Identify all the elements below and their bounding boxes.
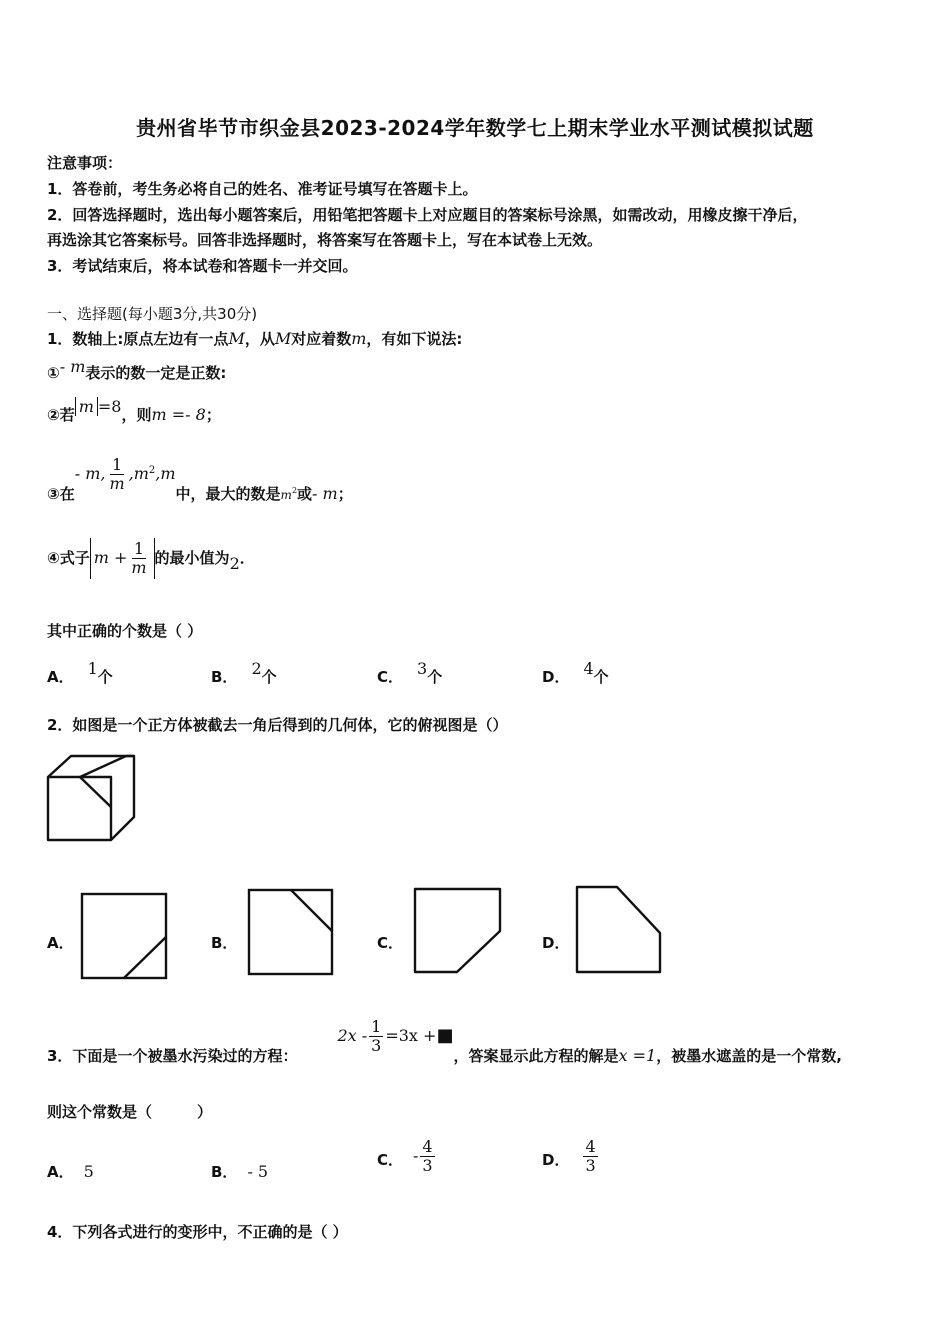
- q2-option-b-figure[interactable]: [247, 888, 335, 978]
- q1-option-c[interactable]: C． 3个: [377, 659, 443, 686]
- q2-option-d-label[interactable]: D．: [542, 934, 570, 952]
- q1-statement-3: ③在- m, $\frac{1}{m}$ $,m^2,m$中，最大的数是$m^2$或- m；: [47, 455, 353, 503]
- q1-option-d[interactable]: D． 4个: [542, 659, 609, 686]
- q2-option-d-figure[interactable]: [574, 884, 664, 976]
- page-title: 贵州省毕节市织金县2023-2024学年数学七上期末学业水平测试模拟试题: [136, 116, 814, 140]
- q2-option-c-label[interactable]: C．: [377, 934, 404, 952]
- notes-item: 2．回答选择题时，选出每小题答案后，用铅笔把答题卡上对应题目的答案标号涂黑，如需改动，用橡皮擦干净后，: [47, 206, 808, 224]
- q2-option-b-label[interactable]: B．: [211, 934, 238, 952]
- q3-stem-cont: 则这个常数是（ ）: [47, 1103, 213, 1121]
- notes-item: 3．考试结束后，将本试卷和答题卡一并交回。: [47, 257, 358, 275]
- q4-stem: 4．下列各式进行的变形中，不正确的是（ ）: [47, 1223, 348, 1241]
- notes-heading: 注意事项：: [47, 154, 123, 172]
- q3-option-a[interactable]: A． 5: [47, 1162, 94, 1181]
- q1-statement-2: ②若 m =8，则m =- 8；: [47, 397, 221, 424]
- section-heading: 一、选择题(每小题3分,共30分): [47, 305, 258, 323]
- q1-statement-1: ①- m表示的数一定是正数:: [47, 357, 227, 382]
- q1-stem: 1．数轴上:原点左边有一点M，从M对应着数m，有如下说法:: [47, 329, 463, 348]
- q2-option-c-figure[interactable]: [412, 886, 504, 976]
- q2-option-a-label[interactable]: A．: [47, 934, 74, 952]
- q2-solid-figure: [44, 752, 140, 844]
- q1-statement-4: ④式子 m + $\frac{1}{m}$ 的最小值为2．: [47, 539, 255, 577]
- q3-option-d[interactable]: D． $\frac{4}{3}$: [542, 1137, 596, 1175]
- q2-option-a-figure[interactable]: [80, 892, 168, 980]
- q1-option-a[interactable]: A． 1个: [47, 659, 113, 686]
- q3-option-c[interactable]: C． - $\frac{4}{3}$: [377, 1137, 433, 1175]
- notes-item: 再选涂其它答案标号。回答非选择题时，将答案写在答题卡上，写在本试卷上无效。: [47, 231, 603, 249]
- q1-ask: 其中正确的个数是（ ）: [47, 622, 203, 640]
- q3-option-b[interactable]: B． - 5: [211, 1162, 269, 1181]
- q3-stem: 3．下面是一个被墨水污染过的方程：2x - $\frac{1}{3}$ =3x +■，答案显示此方程的解是x =1，被墨水遮盖的是一个常数,: [47, 1017, 842, 1065]
- q3-equation: 2x - $\frac{1}{3}$ =3x +■: [337, 1017, 454, 1055]
- q1-option-b[interactable]: B． 2个: [211, 659, 277, 686]
- notes-item: 1．答卷前，考生务必将自己的姓名、准考证号填写在答题卡上。: [47, 180, 478, 198]
- q2-stem: 2．如图是一个正方体被截去一角后得到的几何体，它的俯视图是（）: [47, 716, 508, 734]
